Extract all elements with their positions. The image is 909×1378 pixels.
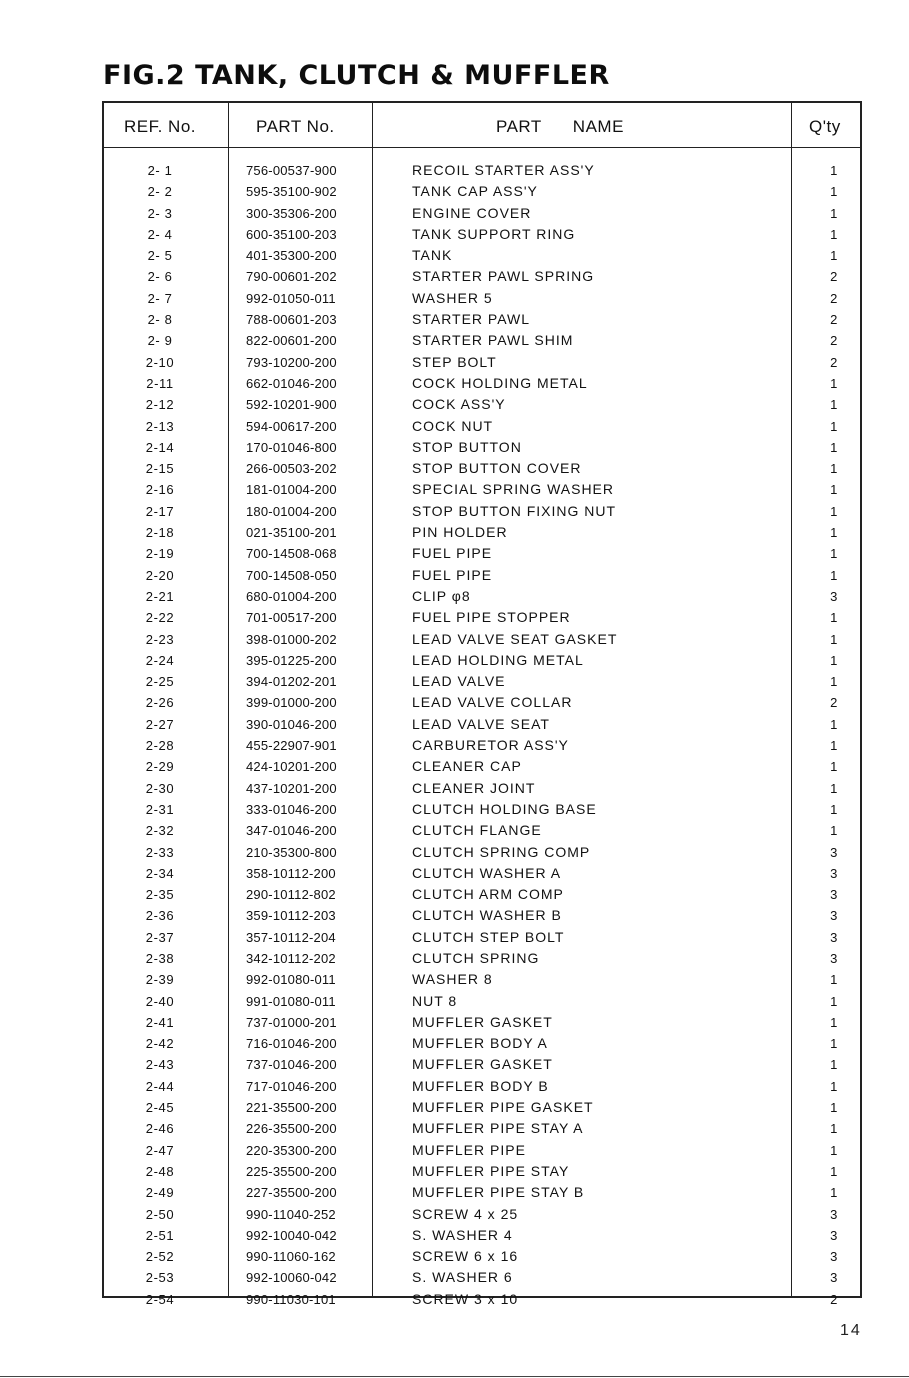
ref-cell: 2- 8	[147, 312, 173, 328]
table-row	[104, 607, 860, 628]
qty-cell: 2	[830, 1291, 838, 1307]
qty-cell: 1	[830, 759, 838, 775]
table-row	[104, 1097, 860, 1118]
qty-cell: 3	[830, 1227, 838, 1243]
table-row	[104, 1246, 860, 1267]
ref-cell: 2-14	[145, 439, 175, 455]
table-row	[104, 629, 860, 650]
part-no-cell: 595-35100-902	[246, 184, 337, 200]
qty-cell: 3	[830, 844, 838, 860]
table-row	[104, 1289, 860, 1310]
qty-cell: 2	[830, 312, 838, 328]
ref-cell: 2-52	[145, 1249, 175, 1265]
ref-cell: 2-54	[145, 1291, 175, 1307]
ref-cell: 2-24	[145, 652, 175, 668]
part-no-cell: 700-14508-068	[246, 546, 337, 562]
ref-cell: 2-35	[145, 887, 175, 903]
table-row	[104, 586, 860, 607]
part-name-cell: SCREW 3 x 10	[412, 1290, 519, 1307]
part-name-cell: WASHER 8	[412, 971, 493, 988]
part-no-cell: 357-10112-204	[246, 929, 336, 945]
table-row	[104, 543, 860, 564]
ref-cell: 2-39	[145, 972, 175, 988]
ref-cell: 2-53	[145, 1270, 175, 1286]
part-no-cell: 021-35100-201	[246, 525, 337, 541]
part-name-cell: MUFFLER BODY A	[412, 1035, 548, 1052]
ref-cell: 2-17	[145, 503, 175, 519]
part-name-cell: PIN HOLDER	[412, 524, 508, 541]
part-name-cell: STARTER PAWL SPRING	[412, 268, 595, 285]
part-name-cell: MUFFLER BODY B	[412, 1077, 549, 1094]
ref-cell: 2-28	[145, 738, 175, 754]
table-row	[104, 905, 860, 926]
table-row	[104, 1076, 860, 1097]
part-no-cell: 181-01004-200	[246, 482, 337, 498]
part-no-cell: 221-35500-200	[246, 1100, 337, 1116]
part-no-cell: 700-14508-050	[246, 567, 337, 583]
table-row	[104, 501, 860, 522]
part-name-cell: CLUTCH ARM COMP	[412, 886, 564, 903]
part-name-cell: TANK	[412, 247, 453, 264]
ref-cell: 2-13	[145, 418, 175, 434]
ref-cell: 2-43	[145, 1057, 175, 1073]
ref-cell: 2-40	[145, 993, 175, 1009]
part-no-cell: 737-01000-201	[246, 1014, 337, 1030]
part-no-cell: 793-10200-200	[246, 354, 337, 370]
bottom-rule	[0, 1376, 909, 1377]
qty-cell: 1	[830, 375, 838, 391]
table-row	[104, 969, 860, 990]
part-no-cell: 790-00601-202	[246, 269, 337, 285]
part-no-cell: 437-10201-200	[246, 780, 337, 796]
ref-cell: 2-31	[145, 801, 175, 817]
table-row	[104, 1140, 860, 1161]
table-row	[104, 1118, 860, 1139]
ref-cell: 2-45	[145, 1100, 175, 1116]
part-no-cell: 266-00503-202	[246, 461, 337, 477]
table-row	[104, 692, 860, 713]
table-row	[104, 224, 860, 245]
table-row	[104, 1182, 860, 1203]
part-name-cell: SPECIAL SPRING WASHER	[412, 481, 615, 498]
ref-cell: 2-30	[145, 780, 175, 796]
ref-cell: 2-22	[145, 610, 175, 626]
qty-cell: 1	[830, 1078, 838, 1094]
qty-cell: 1	[830, 780, 838, 796]
qty-cell: 1	[830, 801, 838, 817]
ref-cell: 2-44	[145, 1078, 175, 1094]
qty-cell: 3	[830, 865, 838, 881]
part-name-cell: STARTER PAWL SHIM	[412, 332, 574, 349]
part-name-cell: STOP BUTTON FIXING NUT	[412, 502, 617, 519]
qty-cell: 3	[830, 1249, 838, 1265]
ref-cell: 2-42	[145, 1036, 175, 1052]
part-no-cell: 395-01225-200	[246, 652, 337, 668]
qty-cell: 1	[830, 610, 838, 626]
table-row	[104, 714, 860, 735]
qty-cell: 3	[830, 1206, 838, 1222]
part-no-cell: 220-35300-200	[246, 1142, 337, 1158]
qty-cell: 2	[830, 333, 838, 349]
ref-cell: 2-20	[145, 567, 175, 583]
table-row	[104, 288, 860, 309]
part-no-cell: 756-00537-900	[246, 163, 337, 178]
ref-cell: 2-21	[145, 588, 175, 604]
qty-cell: 1	[830, 738, 838, 754]
qty-cell: 1	[830, 567, 838, 583]
part-name-cell: S. WASHER 4	[412, 1226, 513, 1243]
part-no-cell: 401-35300-200	[246, 248, 337, 264]
table-row	[104, 863, 860, 884]
table-row	[104, 394, 860, 415]
table-row	[104, 1054, 860, 1075]
part-name-cell: CLIP φ8	[412, 587, 471, 604]
ref-cell: 2-34	[145, 865, 175, 881]
part-no-cell: 300-35306-200	[246, 205, 337, 221]
ref-cell: 2-51	[145, 1227, 175, 1243]
ref-cell: 2-32	[145, 823, 175, 839]
ref-cell: 2-23	[145, 631, 175, 647]
table-row	[104, 671, 860, 692]
qty-cell: 1	[830, 674, 838, 690]
qty-cell: 1	[830, 1036, 838, 1052]
table-row	[104, 1033, 860, 1054]
part-name-cell: STARTER PAWL	[412, 311, 531, 328]
part-name-cell: CLUTCH HOLDING BASE	[412, 800, 597, 817]
ref-cell: 2-25	[145, 674, 175, 690]
ref-cell: 2-27	[145, 716, 175, 732]
part-no-cell: 592-10201-900	[246, 397, 337, 413]
part-name-cell: MUFFLER PIPE	[412, 1141, 526, 1158]
part-name-cell: LEAD VALVE SEAT	[412, 715, 550, 732]
ref-cell: 2-33	[145, 844, 175, 860]
part-name-cell: COCK HOLDING METAL	[412, 374, 588, 391]
part-name-cell: STEP BOLT	[412, 353, 497, 370]
table-row	[104, 352, 860, 373]
ref-cell: 2-11	[146, 375, 174, 391]
qty-cell: 3	[830, 1270, 838, 1286]
part-no-cell: 333-01046-200	[246, 801, 337, 817]
qty-cell: 1	[830, 1014, 838, 1030]
table-row	[104, 309, 860, 330]
ref-cell: 2- 1	[147, 163, 173, 178]
part-no-cell: 991-01080-011	[246, 993, 336, 1009]
table-row	[104, 160, 860, 181]
part-no-cell: 662-01046-200	[246, 375, 337, 391]
part-no-cell: 992-01050-011	[246, 290, 336, 306]
ref-cell: 2- 2	[147, 184, 173, 200]
qty-cell: 1	[830, 1057, 838, 1073]
qty-cell: 1	[830, 1142, 838, 1158]
table-row	[104, 479, 860, 500]
part-name-cell: SCREW 6 x 16	[412, 1248, 519, 1265]
header-divider	[104, 147, 860, 148]
header-qty: Q'ty	[809, 117, 841, 136]
qty-cell: 1	[830, 205, 838, 221]
table-body	[104, 160, 860, 1310]
part-no-cell: 225-35500-200	[246, 1163, 337, 1179]
part-name-cell: SCREW 4 x 25	[412, 1205, 519, 1222]
ref-cell: 2-26	[145, 695, 175, 711]
ref-cell: 2-47	[145, 1142, 175, 1158]
part-name-cell: ENGINE COVER	[412, 204, 532, 221]
part-name-cell: RECOIL STARTER ASS'Y	[412, 162, 595, 178]
qty-cell: 1	[830, 248, 838, 264]
ref-cell: 2- 3	[147, 205, 173, 221]
qty-cell: 2	[830, 695, 838, 711]
part-name-cell: FUEL PIPE	[412, 545, 493, 562]
ref-cell: 2- 6	[147, 269, 173, 285]
part-name-cell: LEAD HOLDING METAL	[412, 651, 584, 668]
part-no-cell: 737-01046-200	[246, 1057, 337, 1073]
qty-cell: 1	[830, 1100, 838, 1116]
ref-cell: 2-15	[145, 461, 175, 477]
part-name-cell: MUFFLER PIPE STAY A	[412, 1120, 584, 1137]
table-row	[104, 948, 860, 969]
table-row	[104, 245, 860, 266]
part-no-cell: 992-10040-042	[246, 1227, 337, 1243]
table-row	[104, 565, 860, 586]
part-name-cell: MUFFLER PIPE STAY B	[412, 1184, 585, 1201]
header-part-name: PART NAME	[496, 117, 624, 136]
part-name-cell: CLUTCH WASHER A	[412, 864, 562, 881]
ref-cell: 2-46	[145, 1121, 175, 1137]
part-name-cell: CLUTCH SPRING COMP	[412, 843, 591, 860]
part-no-cell: 680-01004-200	[246, 588, 337, 604]
ref-cell: 2-18	[145, 525, 175, 541]
qty-cell: 1	[830, 226, 838, 242]
part-name-cell: COCK NUT	[412, 417, 494, 434]
part-no-cell: 390-01046-200	[246, 716, 337, 732]
qty-cell: 1	[830, 525, 838, 541]
qty-cell: 1	[830, 546, 838, 562]
qty-cell: 2	[830, 290, 838, 306]
part-name-cell: CLEANER JOINT	[412, 779, 536, 796]
part-name-cell: MUFFLER GASKET	[412, 1013, 553, 1030]
table-row	[104, 884, 860, 905]
part-name-cell: MUFFLER GASKET	[412, 1056, 553, 1073]
part-no-cell: 992-01080-011	[246, 972, 336, 988]
ref-cell: 2-19	[145, 546, 175, 562]
table-row	[104, 778, 860, 799]
ref-cell: 2- 4	[147, 226, 173, 242]
ref-cell: 2-29	[145, 759, 175, 775]
qty-cell: 1	[830, 716, 838, 732]
ref-cell: 2-12	[145, 397, 175, 413]
qty-cell: 1	[830, 461, 838, 477]
part-no-cell: 394-01202-201	[246, 674, 337, 690]
table-row	[104, 437, 860, 458]
table-row	[104, 927, 860, 948]
part-name-cell: CLUTCH SPRING	[412, 949, 540, 966]
part-name-cell: LEAD VALVE COLLAR	[412, 694, 573, 711]
part-name-cell: CLUTCH FLANGE	[412, 822, 542, 839]
part-no-cell: 990-11040-252	[246, 1206, 336, 1222]
table-row	[104, 1161, 860, 1182]
qty-cell: 1	[830, 652, 838, 668]
ref-cell: 2-10	[145, 354, 175, 370]
table-row	[104, 266, 860, 287]
ref-cell: 2- 7	[147, 290, 173, 306]
qty-cell: 1	[830, 184, 838, 200]
ref-cell: 2-37	[145, 929, 175, 945]
part-name-cell: STOP BUTTON	[412, 438, 522, 455]
part-name-cell: FUEL PIPE STOPPER	[412, 609, 571, 626]
part-no-cell: 170-01046-800	[246, 439, 337, 455]
part-name-cell: TANK SUPPORT RING	[412, 225, 576, 242]
qty-cell: 3	[830, 588, 838, 604]
table-row	[104, 416, 860, 437]
parts-table	[102, 101, 862, 1307]
qty-cell: 3	[830, 908, 838, 924]
table-row	[104, 799, 860, 820]
qty-cell: 1	[830, 439, 838, 455]
header-part-no: PART No.	[256, 117, 335, 136]
qty-cell: 3	[830, 950, 838, 966]
qty-cell: 1	[830, 1163, 838, 1179]
qty-cell: 1	[830, 418, 838, 434]
table-row	[104, 991, 860, 1012]
ref-cell: 2-41	[145, 1014, 175, 1030]
page-number: 14	[840, 1322, 862, 1339]
part-name-cell: CARBURETOR ASS'Y	[412, 737, 569, 754]
part-no-cell: 594-00617-200	[246, 418, 337, 434]
ref-cell: 2-36	[145, 908, 175, 924]
qty-cell: 1	[830, 1185, 838, 1201]
table-row	[104, 1012, 860, 1033]
ref-cell: 2- 9	[147, 333, 173, 349]
part-no-cell: 290-10112-802	[246, 887, 336, 903]
part-no-cell: 398-01000-202	[246, 631, 337, 647]
part-no-cell: 600-35100-203	[246, 226, 337, 242]
qty-cell: 2	[830, 354, 838, 370]
part-name-cell: LEAD VALVE	[412, 673, 506, 690]
table-row	[104, 330, 860, 351]
part-name-cell: MUFFLER PIPE GASKET	[412, 1099, 594, 1116]
table-row	[104, 820, 860, 841]
header-ref-no: REF. No.	[124, 117, 197, 136]
ref-cell: 2- 5	[147, 248, 173, 264]
part-no-cell: 701-00517-200	[246, 610, 337, 626]
part-no-cell: 342-10112-202	[246, 950, 336, 966]
table-row	[104, 1267, 860, 1288]
table-row	[104, 373, 860, 394]
part-no-cell: 424-10201-200	[246, 759, 337, 775]
qty-cell: 1	[830, 631, 838, 647]
part-name-cell: WASHER 5	[412, 289, 493, 306]
qty-cell: 1	[830, 993, 838, 1009]
table-row	[104, 756, 860, 777]
part-name-cell: FUEL PIPE	[412, 566, 493, 583]
part-no-cell: 990-11030-101	[246, 1291, 336, 1307]
qty-cell: 1	[830, 1121, 838, 1137]
part-no-cell: 822-00601-200	[246, 333, 337, 349]
part-no-cell: 788-00601-203	[246, 312, 337, 328]
table-row	[104, 181, 860, 202]
qty-cell: 1	[830, 972, 838, 988]
part-no-cell: 210-35300-800	[246, 844, 337, 860]
part-no-cell: 180-01004-200	[246, 503, 337, 519]
qty-cell: 1	[830, 503, 838, 519]
qty-cell: 3	[830, 929, 838, 945]
part-no-cell: 359-10112-203	[246, 908, 336, 924]
ref-cell: 2-38	[145, 950, 175, 966]
qty-cell: 1	[830, 397, 838, 413]
table-row	[104, 650, 860, 671]
part-name-cell: LEAD VALVE SEAT GASKET	[412, 630, 618, 647]
qty-cell: 1	[830, 482, 838, 498]
part-name-cell: MUFFLER PIPE STAY	[412, 1162, 570, 1179]
ref-cell: 2-16	[145, 482, 175, 498]
ref-cell: 2-50	[145, 1206, 175, 1222]
table-row	[104, 458, 860, 479]
part-name-cell: S. WASHER 6	[412, 1269, 513, 1286]
ref-cell: 2-49	[145, 1185, 175, 1201]
part-no-cell: 717-01046-200	[246, 1078, 337, 1094]
page-title: FIG.2 TANK, CLUTCH & MUFFLER	[103, 60, 610, 91]
table-row	[104, 1204, 860, 1225]
part-name-cell: TANK CAP ASS'Y	[412, 183, 538, 200]
part-no-cell: 226-35500-200	[246, 1121, 337, 1137]
part-no-cell: 455-22907-901	[246, 738, 337, 754]
part-no-cell: 227-35500-200	[246, 1185, 337, 1201]
ref-cell: 2-48	[145, 1163, 175, 1179]
table-row	[104, 1225, 860, 1246]
part-no-cell: 358-10112-200	[246, 865, 336, 881]
table-row	[104, 522, 860, 543]
table-row	[104, 842, 860, 863]
part-name-cell: COCK ASS'Y	[412, 396, 506, 413]
qty-cell: 1	[830, 823, 838, 839]
part-no-cell: 990-11060-162	[246, 1249, 336, 1265]
table-row	[104, 735, 860, 756]
part-no-cell: 399-01000-200	[246, 695, 337, 711]
part-no-cell: 347-01046-200	[246, 823, 337, 839]
qty-cell: 2	[830, 269, 838, 285]
part-name-cell: CLEANER CAP	[412, 758, 522, 775]
part-name-cell: CLUTCH STEP BOLT	[412, 928, 565, 945]
part-no-cell: 716-01046-200	[246, 1036, 337, 1052]
qty-cell: 3	[830, 887, 838, 903]
qty-cell: 1	[830, 163, 838, 178]
part-no-cell: 992-10060-042	[246, 1270, 337, 1286]
part-name-cell: CLUTCH WASHER B	[412, 907, 562, 924]
part-name-cell: NUT 8	[412, 992, 458, 1009]
part-name-cell: STOP BUTTON COVER	[412, 460, 582, 477]
table-row	[104, 203, 860, 224]
